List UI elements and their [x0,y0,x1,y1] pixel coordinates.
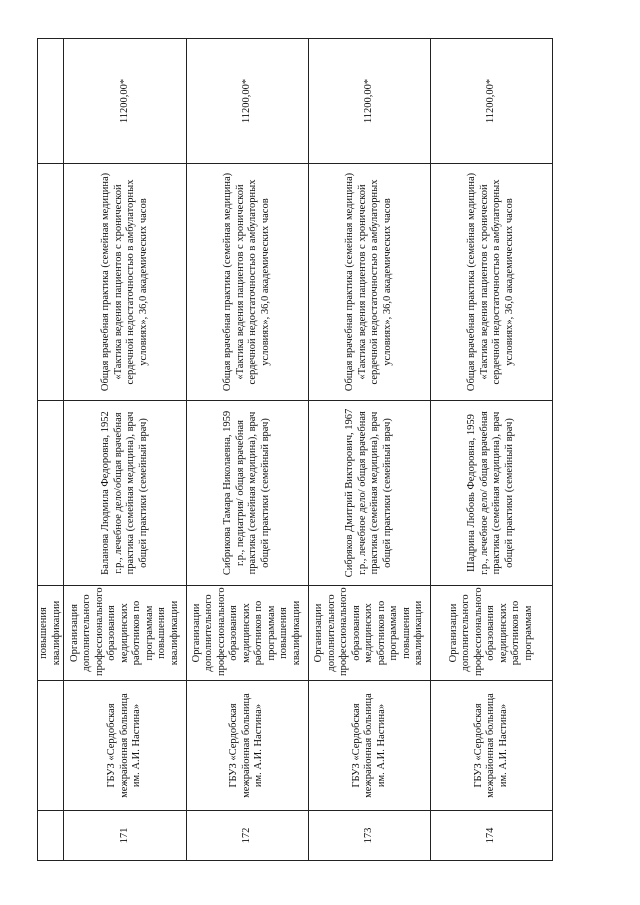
organization-cell: ГБУЗ «Сердобская межрайонная больница им. А.И. Настина» [64,681,186,811]
row-number: 171 [64,811,186,861]
organization-cell: ГБУЗ «Сердобская межрайонная больница им. А.И. Настина» [430,681,552,811]
person-cell: Баланова Людмила Федоровна, 1952 г.р., лечебное дело/общая врачебная практика (семейная медицина), врач общей практики (семейный врач) [64,401,186,586]
row-number: 173 [308,811,430,861]
program-cell: Общая врачебная практика (семейная медицина) «Тактика ведения пациентов с хронической сердечной недостаточностью в амбулаторных условиях», 36,0 академических часов [186,164,308,401]
table-row [430,39,552,861]
training-table [37,38,553,861]
price-cell: 11200,00* [64,39,186,164]
organization-cell: ГБУЗ «Сердобская межрайонная больница им. А.И. Настина» [186,681,308,811]
price-cell: 11200,00* [430,39,552,164]
row-number: 172 [186,811,308,861]
person-cell: Сибряков Дмитрий Викторович, 1967 г.р., лечебное дело/ общая врачебная практика (семейная медицина), врач общей практики (семейный врач) [308,401,430,586]
table-row [186,39,308,861]
table-row [308,39,430,861]
price-cell: 11200,00* [186,39,308,164]
rotated-page [37,39,553,861]
table-row [64,39,186,861]
row-number: 174 [430,811,552,861]
person-cell: Сибрикова Тамара Николаевна, 1959 г.р., педиатрия/ общая врачебная практика (семейная медицина), врач общей практики (семейный врач) [186,401,308,586]
form-cell: Организации дополнительного профессионального образования медицинских работников по программам повышения квалификации [186,586,308,681]
form-cell-continued: повышения квалификации [38,586,64,681]
organization-cell: ГБУЗ «Сердобская межрайонная больница им. А.И. Настина» [308,681,430,811]
form-cell: Организация дополнительного профессионального образования медицинских работников по программам повышения квалификации [64,586,186,681]
program-cell: Общая врачебная практика (семейная медицина) «Тактика ведения пациентов с хронической сердечной недостаточностью в амбулаторных условиях», 36,0 академических часов [430,164,552,401]
continuation-row [38,39,64,861]
program-cell: Общая врачебная практика (семейная медицина) «Тактика ведения пациентов с хронической сердечной недостаточностью в амбулаторных условиях», 36,0 академических часов [64,164,186,401]
program-cell: Общая врачебная практика (семейная медицина) «Тактика ведения пациентов с хронической сердечной недостаточностью в амбулаторных условиях», 36,0 академических часов [308,164,430,401]
form-cell: Организации дополнительного профессионального образования медицинских работников по программам [430,586,552,681]
person-cell: Шадрина Любовь Федоровна, 1959 г.р., лечебное дело/ общая врачебная практика (семейная медицина), врач общей практики (семейный врач) [430,401,552,586]
form-cell: Организации дополнительного профессионального образования медицинских работников по программам повышения квалификации [308,586,430,681]
price-cell: 11200,00* [308,39,430,164]
